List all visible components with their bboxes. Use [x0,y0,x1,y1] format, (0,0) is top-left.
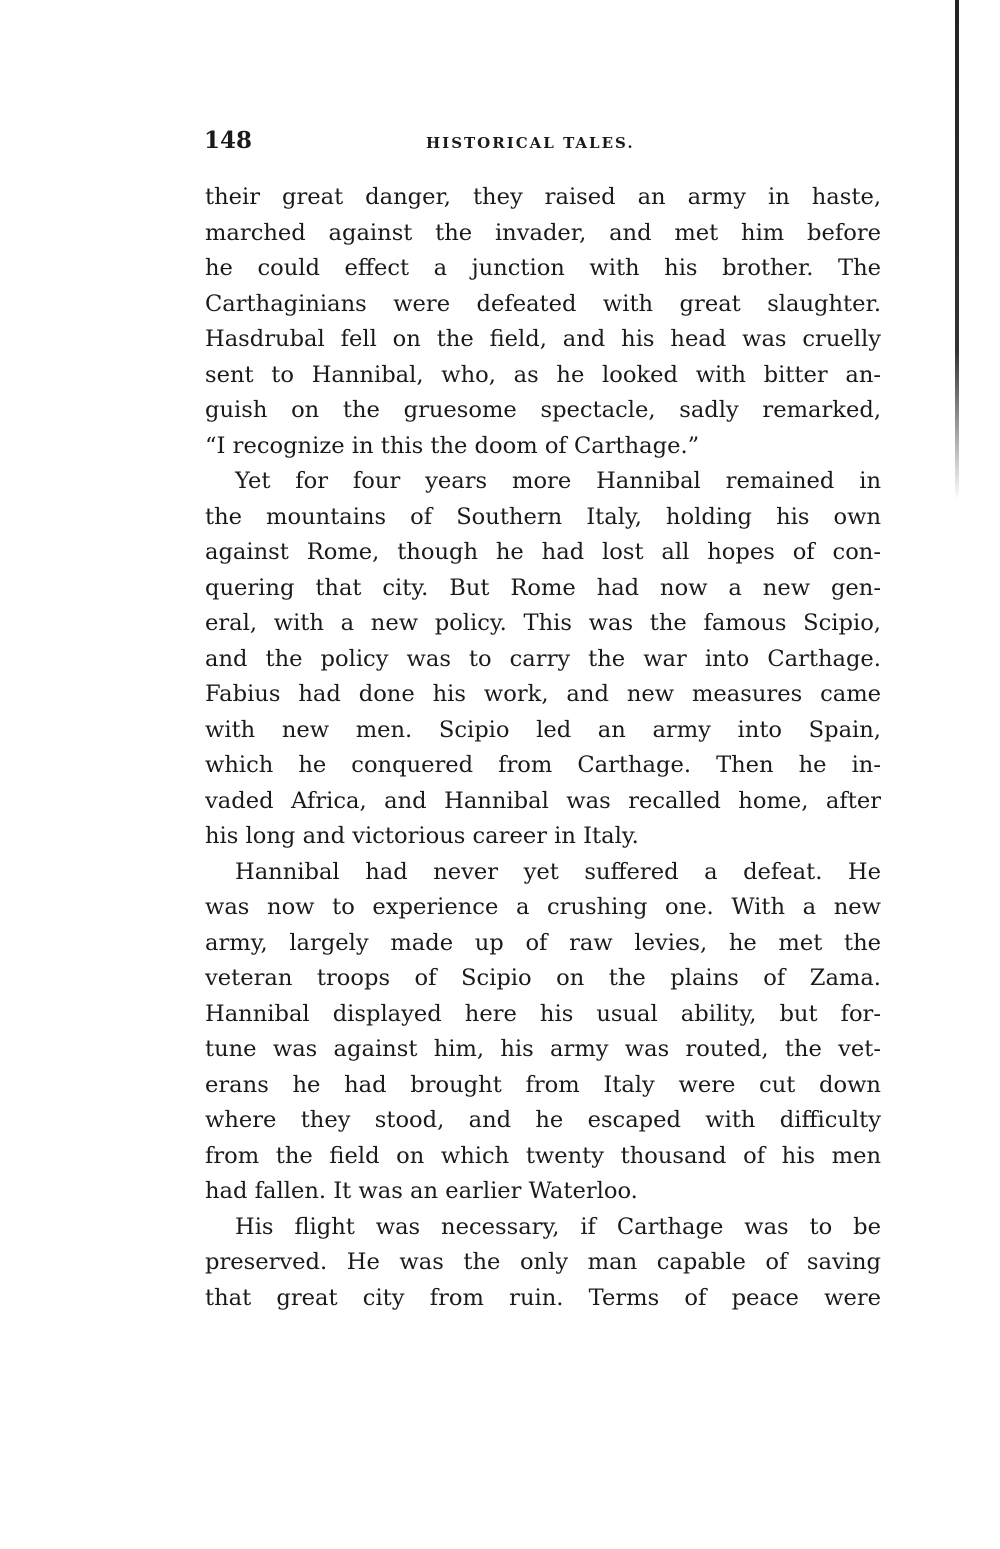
text-line: vaded Africa, and Hannibal was recalled home, after [205,787,881,814]
text-line: where they stood, and he escaped with difficulty [205,1107,881,1133]
text-line: sent to Hannibal, who, as he looked with bitter an- [205,361,881,388]
text-line: eral, with a new policy. This was the famous Scipio, [205,610,881,636]
text-line: he could effect a junction with his brother. The [205,255,881,281]
text-line: Yet for four years more Hannibal remained in [235,468,881,494]
text-line: their great danger, they raised an army in haste, [205,184,881,210]
paragraph [205,180,881,464]
text-line: marched against the invader, and met him before [205,219,881,246]
text-line: quering that city. But Rome had now a new gen- [205,574,881,601]
text-line: veteran troops of Scipio on the plains of Zama. [205,965,881,991]
text-line: his long and victorious career in Italy. [205,823,639,849]
paragraph [205,464,881,855]
page-number: 148 [204,127,253,154]
page-header [204,126,884,162]
text-line: tune was against him, his army was routed, the vet- [205,1036,881,1062]
text-line: His flight was necessary, if Carthage was to be [235,1213,881,1240]
running-head: HISTORICAL TALES. [426,134,635,152]
text-line: had fallen. It was an earlier Waterloo. [205,1178,638,1204]
text-line: that great city from ruin. Terms of peace were [205,1284,881,1311]
text-line: guish on the gruesome spectacle, sadly remarked, [205,397,881,423]
text-line: with new men. Scipio led an army into Spain, [205,716,881,743]
body-text [205,180,881,1316]
text-line: Hannibal displayed here his usual ability, but for- [205,1000,881,1027]
paragraph [205,855,881,1210]
text-line: Hasdrubal fell on the field, and his head was cruelly [205,326,881,352]
text-line: erans he had brought from Italy were cut down [205,1071,881,1098]
text-line: which he conquered from Carthage. Then he in- [205,752,881,778]
text-line: and the policy was to carry the war into Carthage. [205,645,881,672]
text-line: Hannibal had never yet suffered a defeat. He [235,858,881,885]
text-line: army, largely made up of raw levies, he met the [205,929,881,956]
paragraph [205,1210,881,1317]
text-line: against Rome, though he had lost all hopes of con- [205,539,881,565]
text-line: preserved. He was the only man capable of saving [205,1249,881,1275]
text-line: the mountains of Southern Italy, holding his own [205,503,881,530]
page-edge-shadow [955,0,959,500]
text-line: from the field on which twenty thousand of his men [205,1142,881,1169]
text-line: Fabius had done his work, and new measures came [205,681,881,707]
text-line: Carthaginians were defeated with great slaughter. [205,290,881,317]
text-line: “I recognize in this the doom of Carthage.” [205,432,700,459]
text-line: was now to experience a crushing one. With a new [205,894,881,920]
